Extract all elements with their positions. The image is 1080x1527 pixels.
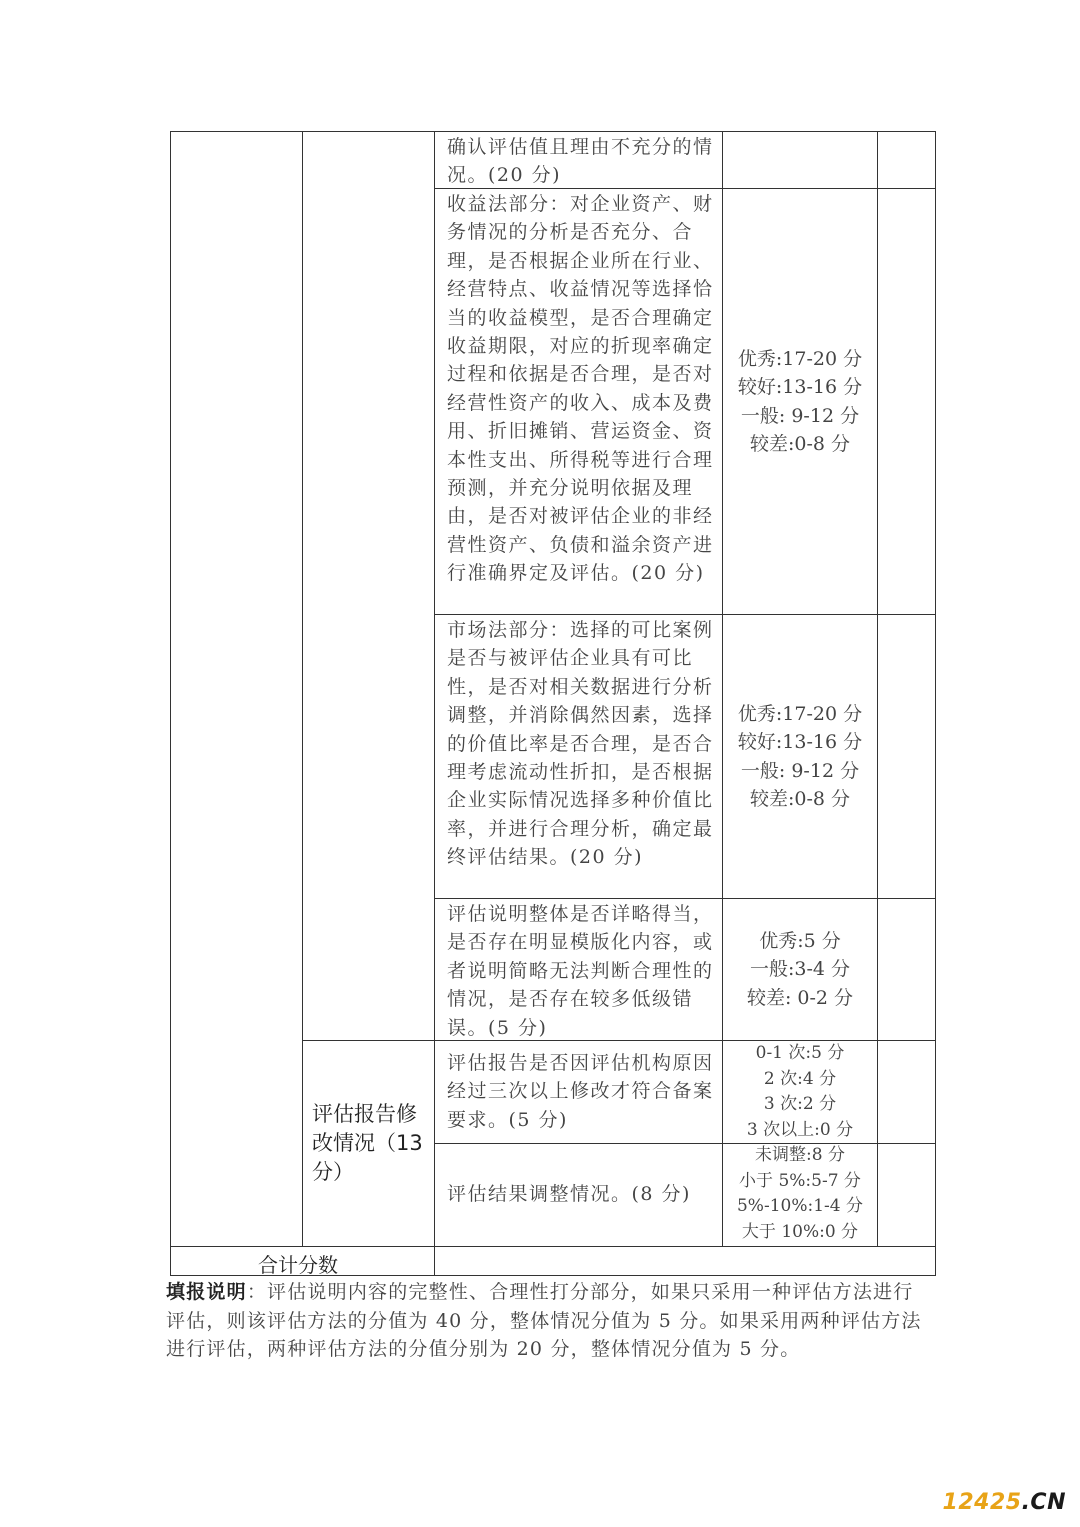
score-line: 较差: 0-2 分 xyxy=(746,986,854,1009)
score-line: 较差:0-8 分 xyxy=(749,433,851,456)
watermark-number: 12425 xyxy=(942,1490,1022,1515)
score-line: 优秀:17-20 分 xyxy=(737,348,863,370)
watermark-suffix: .CN xyxy=(1021,1490,1066,1515)
score-line: 一般:3-4 分 xyxy=(749,958,851,981)
score-line: 较好:13-16 分 xyxy=(737,376,863,399)
score-line: 大于 10%:0 分 xyxy=(741,1221,859,1242)
criterion-cell: 评估结果调整情况。(8 分) xyxy=(447,1183,691,1205)
criterion-cell: 收益法部分：对企业资产、财务情况的分析是否充分、合理，是否根据企业所在行业、经营特点、收益情况等选择恰当的收益模型，是否合理确定收益期限，对应的折现率确定过程和依据是否合理，是否对经营性资产的收入、成本及费用、折旧摊销、营运资金、资本性支出、所得税等进行合理预测，并充分说明依据及理由，是否对被评估企业的非经营性资产、负债和溢余资产进行准确界定及评估。(20 分) xyxy=(447,193,714,585)
score-line: 较差:0-8 分 xyxy=(749,788,851,811)
score-line: 3 次以上:0 分 xyxy=(746,1119,854,1140)
scoring-cell xyxy=(723,700,877,814)
score-line: 5%-10%:1-4 分 xyxy=(736,1196,863,1217)
scoring-cell xyxy=(723,1143,877,1245)
note-label: 填报说明 xyxy=(166,1281,247,1303)
score-line: 0-1 次:5 分 xyxy=(755,1043,845,1063)
revision-category: 评估报告修改情况（13 分） xyxy=(312,1102,423,1184)
note-text: ：评估说明内容的完整性、合理性打分部分，如果只采用一种评估方法进行评估，则该评估方法的分值为 40 分，整体情况分值为 5 分。如果采用两种评估方法进行评估，两种评估方法的分值分别为 20 分，整体情况分值为 5 分。 xyxy=(166,1281,922,1361)
score-line: 一般: 9-12 分 xyxy=(740,404,860,427)
scoring-cell xyxy=(723,345,877,459)
criterion-cell: 确认评估值且理由不充分的情况。(20 分) xyxy=(447,136,714,187)
score-line: 3 次:2 分 xyxy=(763,1094,837,1115)
score-line: 一般: 9-12 分 xyxy=(740,759,860,782)
total-score-label: 合计分数 xyxy=(258,1253,338,1277)
score-line: 小于 5%:5-7 分 xyxy=(739,1170,861,1191)
score-line: 优秀:17-20 分 xyxy=(737,703,863,725)
scoring-cell xyxy=(723,927,877,1012)
site-watermark xyxy=(943,1490,1066,1515)
score-line: 未调整:8 分 xyxy=(755,1145,845,1165)
score-line: 优秀:5 分 xyxy=(759,930,841,952)
score-line: 2 次:4 分 xyxy=(763,1068,837,1089)
score-line: 较好:13-16 分 xyxy=(737,731,863,754)
criterion-cell: 评估说明整体是否详略得当，是否存在明显模版化内容，或者说明简略无法判断合理性的情况，是否存在较多低级错误。(5 分) xyxy=(447,903,714,1039)
criterion-cell: 市场法部分：选择的可比案例是否与被评估企业具有可比性，是否对相关数据进行分析调整，并消除偶然因素，选择的价值比率是否合理，是否合理考虑流动性折扣，是否根据企业实际情况选择多种价值比率，并进行合理分析，确定最终评估结果。(20 分) xyxy=(447,619,714,869)
criterion-cell: 评估报告是否因评估机构原因经过三次以上修改才符合备案要求。(5 分) xyxy=(447,1052,714,1131)
scoring-cell xyxy=(723,1041,877,1143)
filling-instructions xyxy=(166,1278,926,1364)
